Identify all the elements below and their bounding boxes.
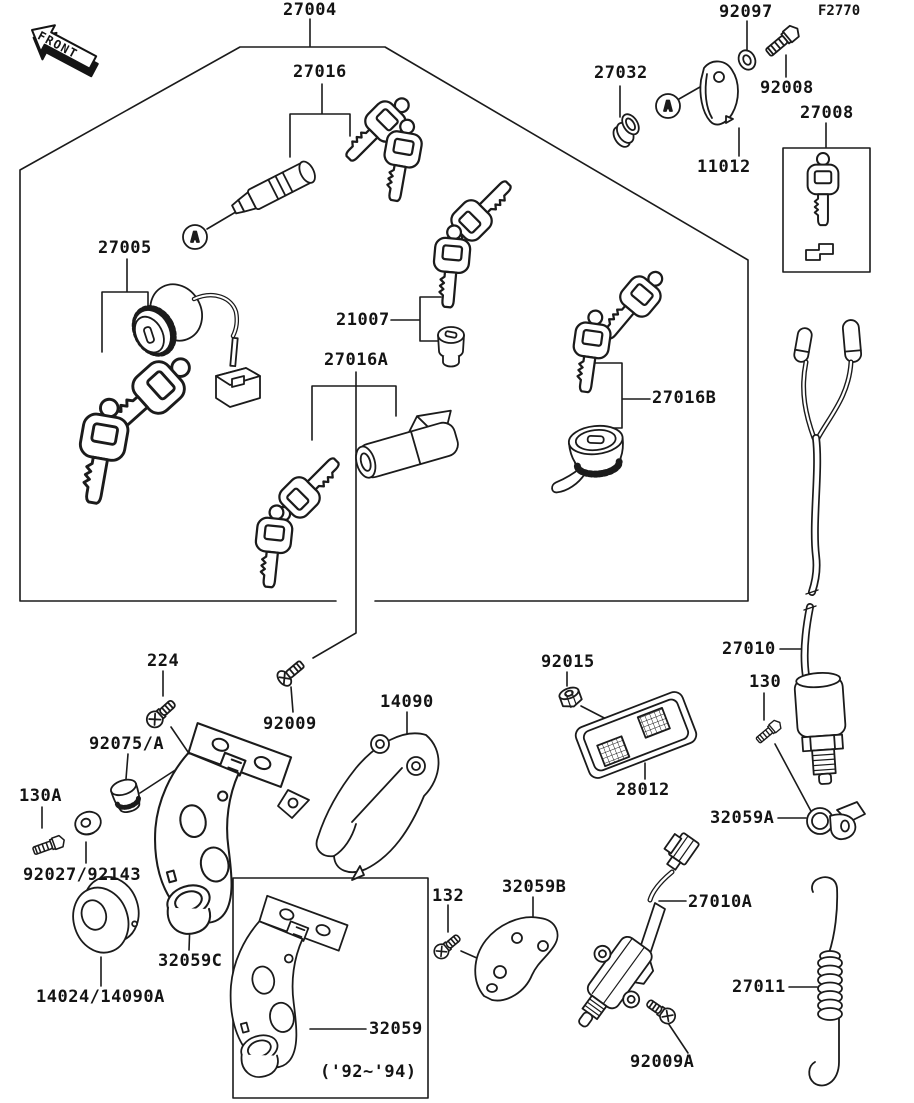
part-label-14024-14090A: 14024/14090A <box>36 987 165 1007</box>
variant-note: ('92~'94) <box>320 1062 417 1082</box>
key-blank-27008 <box>806 153 838 260</box>
front-arrow-label: FRONT <box>35 28 81 62</box>
part-label-27032: 27032 <box>594 63 648 83</box>
part-label-130: 130 <box>749 672 782 692</box>
screw-132 <box>431 931 463 961</box>
switch-cable-27010 <box>793 319 862 785</box>
bolt-92008 <box>764 23 802 58</box>
part-label-11012: 11012 <box>697 157 751 177</box>
key-pair-27016B <box>568 262 674 394</box>
cap-lock-27016B <box>546 423 628 493</box>
reflector-28012 <box>573 689 699 780</box>
bolt-130A <box>32 834 66 856</box>
part-label-27010: 27010 <box>722 639 776 659</box>
lock-barrel-27016 <box>229 159 318 220</box>
washer-92027-92143 <box>72 808 104 838</box>
bracket-32059 <box>231 896 348 1077</box>
key-pair-27005 <box>71 345 203 506</box>
part-label-92009: 92009 <box>263 714 317 734</box>
part-label-28012: 28012 <box>616 780 670 800</box>
nut-92015 <box>558 685 583 710</box>
brand-logo-mark <box>806 244 833 260</box>
bracket-32059B <box>475 917 557 1000</box>
cover-plate-11012 <box>700 61 738 124</box>
part-label-32059B: 32059B <box>502 877 567 897</box>
detail-marker-a-left <box>183 225 207 249</box>
key-pair-27016A <box>251 448 348 588</box>
part-label-32059C: 32059C <box>158 951 223 971</box>
grommet-92075A <box>109 777 144 815</box>
clip-rings-27032 <box>607 111 646 150</box>
clamp-32059A <box>807 802 865 839</box>
washer-92097 <box>736 48 759 73</box>
part-label-130A: 130A <box>19 786 62 806</box>
part-label-27005: 27005 <box>98 238 152 258</box>
part-label-132: 132 <box>432 886 465 906</box>
svg-text:A: A <box>663 99 673 115</box>
part-label-21007: 21007 <box>336 310 390 330</box>
part-label-92027-92143: 92027/92143 <box>23 865 142 885</box>
part-label-92015: 92015 <box>541 652 595 672</box>
screw-92009A <box>644 996 678 1026</box>
part-label-27011: 27011 <box>732 977 786 997</box>
svg-text:A: A <box>190 230 200 246</box>
figure-code: F2770 <box>818 3 861 19</box>
key-pair-21007 <box>430 171 521 308</box>
lock-housing-27016A <box>349 407 463 481</box>
part-label-32059: 32059 <box>369 1019 423 1039</box>
key-pair-27016 <box>336 88 425 204</box>
screw-224 <box>144 697 179 731</box>
part-label-32059A: 32059A <box>710 808 775 828</box>
part-label-92075A: 92075/A <box>89 734 165 754</box>
part-label-224: 224 <box>147 651 180 671</box>
bolt-130 <box>755 718 784 744</box>
cover-14090 <box>317 733 439 880</box>
part-label-27016: 27016 <box>293 62 347 82</box>
spring-27011 <box>809 877 842 1085</box>
lock-cylinder-21007 <box>438 327 464 367</box>
part-label-27010A: 27010A <box>688 892 753 912</box>
front-arrow <box>22 17 104 84</box>
switch-27010A <box>555 829 700 1044</box>
part-label-92097: 92097 <box>719 2 773 22</box>
part-label-27004: 27004 <box>283 0 337 20</box>
part-label-92009A: 92009A <box>630 1052 695 1072</box>
screw-92009 <box>275 657 308 688</box>
part-label-27008: 27008 <box>800 103 854 123</box>
detail-marker-a-right <box>656 94 680 118</box>
part-label-14090: 14090 <box>380 692 434 712</box>
part-label-27016A: 27016A <box>324 350 389 370</box>
part-label-27016B: 27016B <box>652 388 717 408</box>
part-label-92008: 92008 <box>760 78 814 98</box>
